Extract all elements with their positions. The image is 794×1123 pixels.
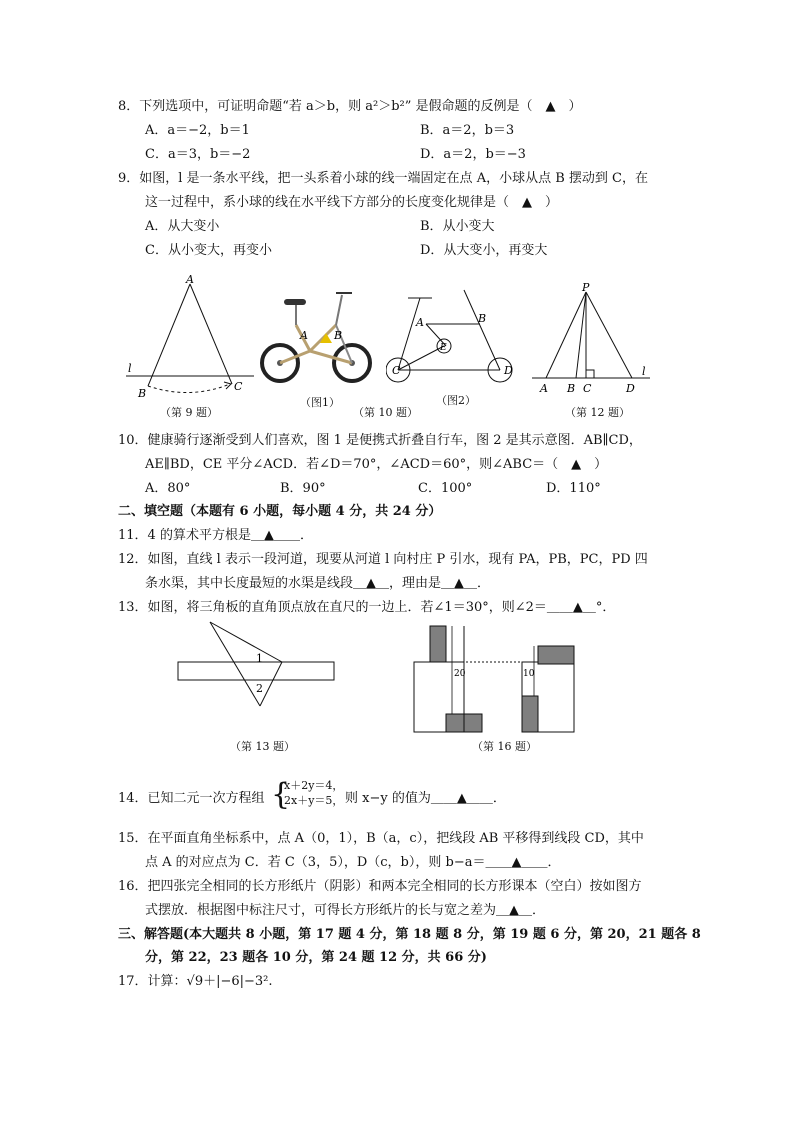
fig2-label-e: E [440,343,447,353]
figure-q12-canal [528,280,664,396]
figure-q9-pendulum [118,272,258,402]
q16-stem-line2: 式摆放．根据图中标注尺寸，可得长方形纸片的长与宽之差为＿▲＿． [145,903,545,918]
fig10-caption: （第 10 题） [353,406,418,419]
q9-option-c: C．从小变大，再变小 [145,243,272,258]
fig2-label-b: B [478,312,487,325]
q9-stem-line1: 9．如图，l 是一条水平线，把一头系着小球的线一端固定在点 A，小球从点 B 摆动到 C，在 [118,171,648,186]
figure-bicycle-photo [256,285,378,387]
fig9-label-b: B [138,387,147,400]
q14-eq1: x＋2y＝4， [284,779,344,792]
q10-option-d: D．110° [546,481,601,496]
fig16-dim-20: 20 [454,669,466,679]
q10-option-b: B．90° [280,481,326,496]
fig1-label-a: A [300,329,308,342]
fig13-angle1-label: 1 [256,652,263,665]
q8-stem: 8．下列选项中，可证明命题“若 a＞b，则 a²＞b²” 是假命题的反例是（ ▲ ） [118,99,582,114]
fig9-label-c: C [234,380,243,393]
q8-option-a: A．a＝−2，b＝1 [145,123,250,138]
figure-q16-books-papers [410,622,580,734]
fig16-dim-10: 10 [523,669,535,679]
fig12-caption: （第 12 题） [565,406,630,419]
fig2-label-a: A [416,316,424,329]
fig9-label-l: l [128,362,132,375]
q14-equation-system [284,778,343,808]
q15-stem-line1: 15．在平面直角坐标系中，点 A（0，1），B（a，c），把线段 AB 平移得到线段 CD，其中 [118,831,644,846]
fig1-label-b: B [334,329,343,342]
q9-option-b: B．从小变大 [420,219,495,234]
q14-eq2: 2x＋y＝5， [284,794,344,807]
section3-title-line1: 三、解答题(本大题共 8 小题，第 17 题 4 分，第 18 题 8 分，第 19 题 6 分，第 20，21 题各 8 [118,927,701,942]
q13-text: 13．如图，将三角板的直角顶点放在直尺的一边上．若∠1＝30°，则∠2＝＿＿▲＿°． [118,600,616,615]
q12-stem-line2: 条水渠，其中长度最短的水渠是线段＿▲＿，理由是＿▲＿． [145,576,490,591]
q10-option-a: A．80° [145,481,191,496]
fig12-label-p: P [582,281,590,294]
fig13-angle2-label: 2 [256,682,263,695]
q11-text: 11．4 的算术平方根是＿▲＿＿． [118,528,313,543]
section2-title: 二、填空题（本题有 6 小题，每小题 4 分，共 24 分） [118,504,442,519]
fig12-label-b: B [567,382,576,395]
q10-stem-line2: AE∥BD，CE 平分∠ACD．若∠D＝70°，∠ACD＝60°，则∠ABC＝（ ▲ ） [145,457,608,472]
section3-title-line2: 分，第 22，23 题各 10 分，第 24 题 12 分，共 66 分) [145,950,487,965]
q9-stem-line2: 这一过程中，系小球的线在水平线下方部分的长度变化规律是（ ▲ ） [145,195,558,210]
q9-option-a: A．从大变小 [145,219,220,234]
fig2-label-c: C [392,364,401,377]
fig12-label-c: C [583,382,592,395]
fig16-caption: （第 16 题） [472,740,537,753]
q14-suffix: 则 x−y 的值为＿＿▲＿＿． [345,791,506,806]
q12-stem-line1: 12．如图，直线 l 表示一段河道，现要从河道 l 向村庄 P 引水，现有 PA，PB，PC，PD 四 [118,552,648,567]
fig9-caption: （第 9 题） [160,406,218,419]
fig1-caption: （图1） [300,396,340,409]
q16-stem-line1: 16．把四张完全相同的长方形纸片（阴影）和两本完全相同的长方形课本（空白）按如图方 [118,879,642,894]
fig13-caption: （第 13 题） [230,740,295,753]
figure-q13-ruler-triangle [170,618,346,718]
q10-stem-line1: 10．健康骑行逐渐受到人们喜欢，图 1 是便携式折叠自行车，图 2 是其示意图．AB∥CD， [118,433,642,448]
fig12-label-d: D [626,382,635,395]
q15-stem-line2: 点 A 的对应点为 C．若 C（3，5），D（c，b），则 b−a＝＿＿▲＿＿． [145,855,561,870]
q9-option-d: D．从大变小，再变大 [420,243,548,258]
q17-text: 17．计算：√9＋|−6|−3². [118,974,273,989]
figure-q10-schematic [386,288,518,392]
q14-brace: { [271,777,291,812]
fig2-label-d: D [504,364,513,377]
q8-option-d: D．a＝2，b＝−3 [420,147,526,162]
fig2-caption: （图2） [436,394,476,407]
fig9-label-a: A [186,273,194,286]
fig12-label-l: l [642,365,646,378]
q8-option-b: B．a＝2，b＝3 [420,123,515,138]
fig12-label-a: A [540,382,548,395]
q10-option-c: C．100° [418,481,473,496]
q8-option-c: C．a＝3，b＝−2 [145,147,251,162]
q14-prefix: 14．已知二元一次方程组 [118,791,265,806]
